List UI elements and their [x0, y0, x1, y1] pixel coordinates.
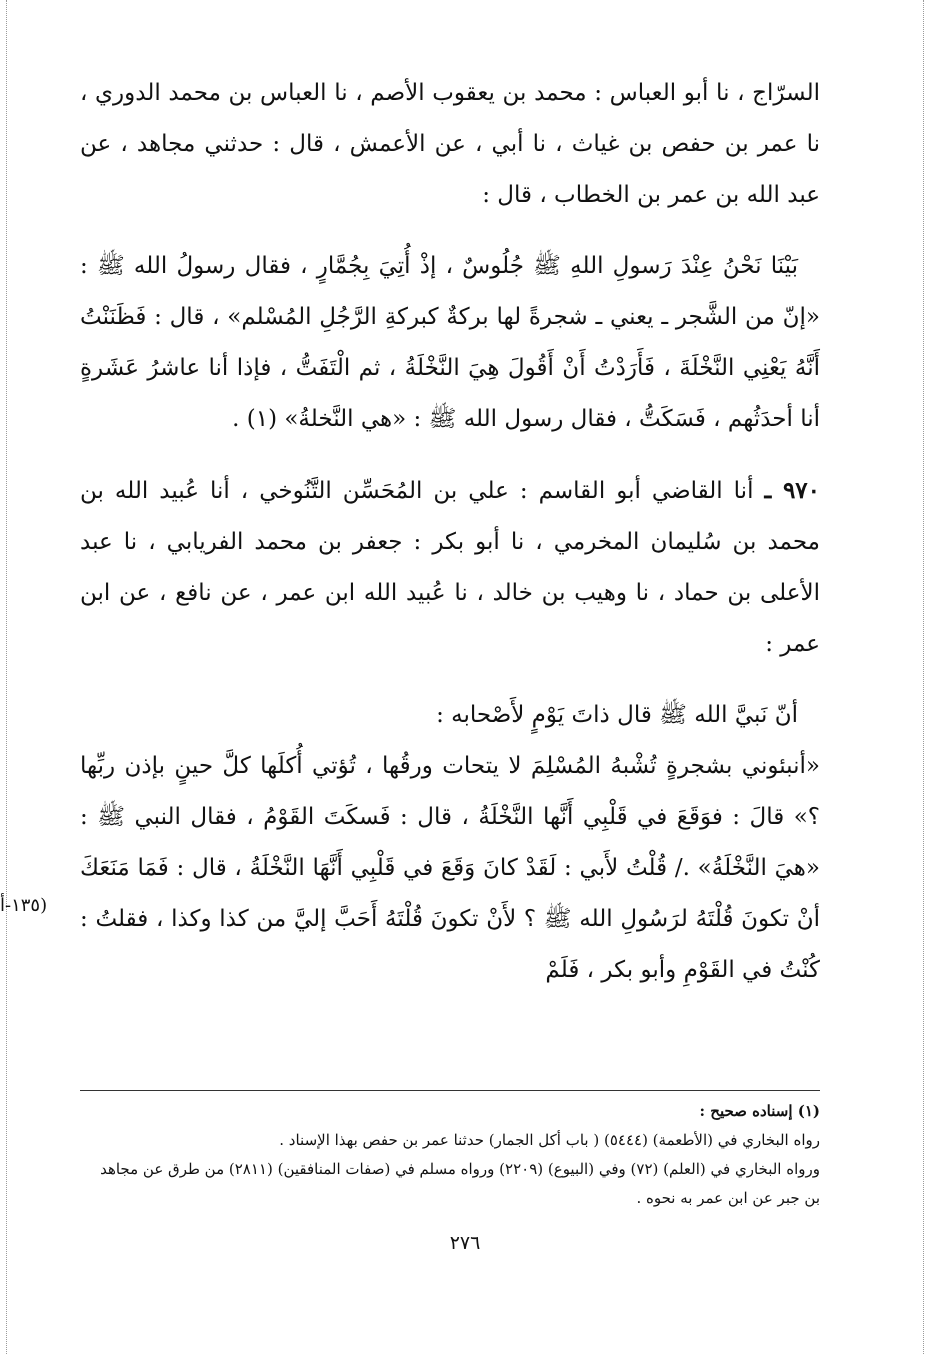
hadith-1-content: بَيْنَا نَحْنُ عِنْدَ رَسولِ اللهِ ﷺ جُلُوسٌ ، إذْ أُتِيَ بِجُمَّارٍ ، فقال رسولُ الله ﷺ : «إنّ من الشَّجر ـ يعني ـ شجرةً لها بركةٌ كبركةِ الرَّجُلِ المُسْلم» ، قال : فَظَنَنْتُ أَنَّهُ يَعْنِي النَّخْلَةَ ، فَأَرَدْتُ أَنْ أَقُولَ هِيَ النَّخْلَةُ ، ثم الْتَفَتُّ ، فإذا أنا عاشرُ عَشَرةٍ أنا أحدَثُهم ، فَسَكَتُّ ، فقال رسول الله ﷺ : «هي النَّخلةُ» (١) .	[80, 253, 820, 432]
page-body	[80, 68, 820, 1016]
manuscript-folio-mark: (١٣٥-أ	[0, 895, 48, 916]
hadith-paragraph-2	[80, 690, 820, 996]
isnad-paragraph-2	[80, 465, 820, 670]
footnotes	[80, 1090, 820, 1213]
left-edge-dots	[6, 0, 7, 1354]
isnad-1-text: السرّاج ، نا أبو العباس : محمد بن يعقوب الأصم ، نا العباس بن محمد الدوري ، نا عمر بن حفص بن غياث ، نا أبي ، عن الأعمش ، قال : حدثني مجاهد ، عن عبد الله بن عمر بن الخطاب ، قال :	[80, 80, 820, 208]
isnad-2-text	[80, 465, 820, 670]
hadith-2-intro	[80, 690, 820, 741]
hadith-number: ٩٧٠ ـ	[764, 477, 820, 504]
isnad-paragraph-1	[80, 68, 820, 221]
footnote-line: رواه البخاري في (الأطعمة) (٥٤٤٤) ( باب أكل الجمار) حدثنا عمر بن حفص بهذا الإسناد .	[279, 1131, 820, 1149]
hadith-1-text	[80, 241, 820, 445]
hadith-2-body: «أنبئوني بشجرةٍ تُشْبهُ المُسْلِمَ لا يتحات ورقُها ، تُؤتي أُكلَها كلَّ حينٍ بإذن ربِّها ؟» قالَ : فوَقَعَ في قَلْبِي أَنَّها النَّخْلَةُ ، قال : فَسكَتَ القَوْمُ ، فقال النبي ﷺ : «هيَ النَّخْلَةُ» ./ قُلْتُ لأَبي : لَقَدْ كانَ وَقَعَ في قَلْبِي أَنَّهَا النَّخْلَةُ ، قال : فَمَا مَنَعَكَ أنْ تكونَ قُلْتَهُ لرَسُولِ الله ﷺ ؟ لأَنْ تكونَ قُلْتَهُ أَحَبَّ إليَّ من كذا وكذا ، فقلتُ : كُنْتُ في القَوْمِ وأبو بكر ، فَلَمْ	[80, 753, 820, 983]
hadith-paragraph-1	[80, 241, 820, 445]
isnad-2-content: أنا القاضي أبو القاسم : علي بن المُحَسِّن التَّنُوخي ، أنا عُبيد الله بن محمد بن سُليمان المخرمي ، نا أبو بكر : جعفر بن محمد الفريابي ، نا عبد الأعلى بن حماد ، نا وهيب بن خالد ، نا عُبيد الله ابن عمر ، عن نافع ، عن ابن عمر :	[80, 478, 820, 657]
footnote-line: ورواه البخاري في (العلم) (٧٢) وفي (البيوع) (٢٢٠٩) ورواه مسلم في (صفات المنافقين) (٢٨١١) من طرق عن مجاهد بن جبر عن ابن عمر به نحوه .	[100, 1160, 820, 1207]
hadith-2-intro-text: أنّ نَبيَّ الله ﷺ قال ذاتَ يَوْمٍ لأَصْحابه :	[436, 702, 798, 728]
page-number: ٢٧٦	[449, 1232, 481, 1254]
footnote-heading: (١) إسناده صحيح :	[699, 1102, 820, 1120]
right-edge-dots	[923, 0, 924, 1354]
